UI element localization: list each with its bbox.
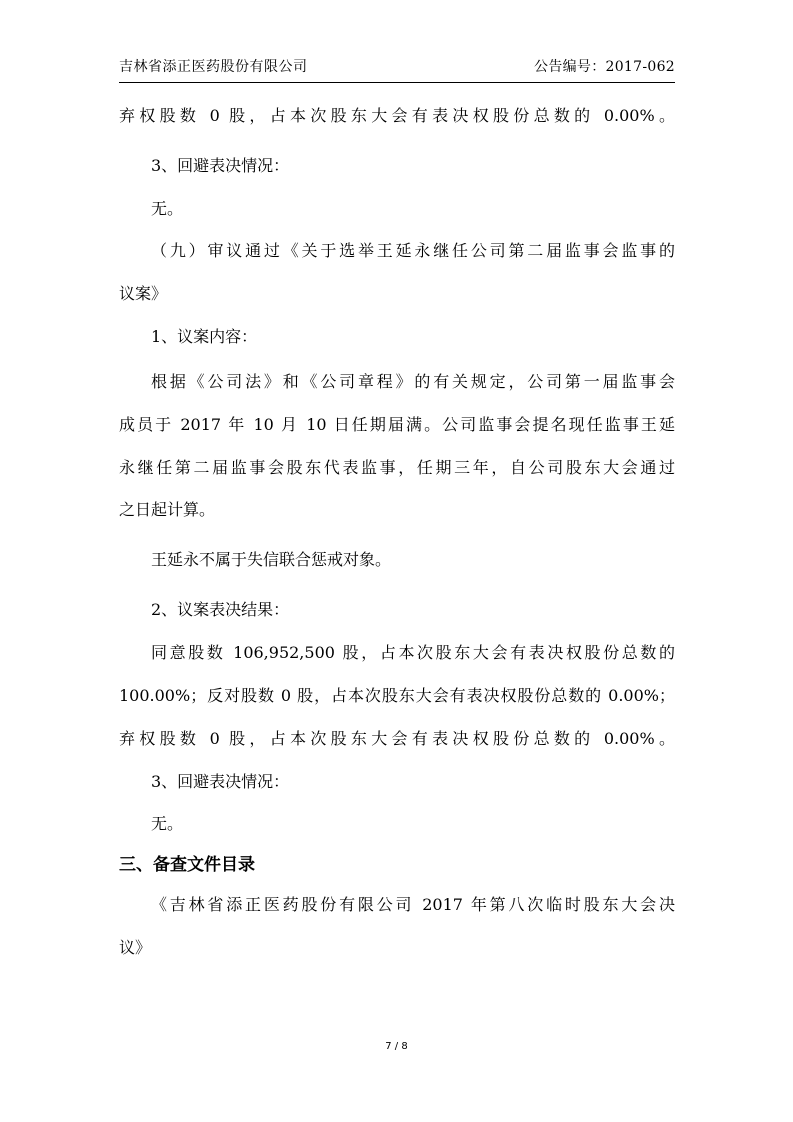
section-heading: 三、备查文件目录: [119, 855, 255, 875]
paragraph-line: 同意股数 106,952,500 股，占本次股东大会有表决权股份总数的: [151, 643, 675, 662]
paragraph-line: 之日起计算。: [119, 500, 216, 519]
paragraph-line: 3、回避表决情况：: [151, 772, 290, 791]
paragraph-line: 弃权股数 0 股，占本次股东大会有表决权股份总数的 0.00%。: [119, 106, 675, 125]
paragraph-line: 无。: [151, 814, 184, 833]
page-number: 7 / 8: [385, 1041, 408, 1052]
paragraph-line: 议案》: [119, 284, 168, 303]
paragraph-line: 永继任第二届监事会股东代表监事，任期三年，自公司股东大会通过: [119, 458, 675, 477]
paragraph-line: 《吉林省添正医药股份有限公司 2017 年第八次临时股东大会决: [151, 895, 675, 914]
paragraph-line: 王延永不属于失信联合惩戒对象。: [151, 550, 392, 569]
paragraph-line: 议》: [119, 938, 152, 957]
paragraph-line: 弃权股数 0 股，占本次股东大会有表决权股份总数的 0.00%。: [119, 729, 675, 748]
paragraph-line: 1、议案内容：: [151, 327, 258, 346]
paragraph-line: 根据《公司法》和《公司章程》的有关规定，公司第一届监事会: [151, 372, 675, 391]
paragraph-line: 100.00%；反对股数 0 股，占本次股东大会有表决权股份总数的 0.00%；: [119, 686, 675, 705]
paragraph-line: 3、回避表决情况：: [151, 156, 290, 175]
paragraph-line: 无。: [151, 199, 184, 218]
page-header: [119, 56, 675, 83]
paragraph-line: （九）审议通过《关于选举王延永继任公司第二届监事会监事的: [151, 241, 675, 260]
paragraph-line: 成员于 2017 年 10 月 10 日任期届满。公司监事会提名现任监事王延: [119, 415, 675, 434]
paragraph-line: 2、议案表决结果：: [151, 600, 290, 619]
header-announcement-number: 公告编号：2017-062: [534, 59, 675, 75]
header-company-name: 吉林省添正医药股份有限公司: [119, 59, 308, 75]
